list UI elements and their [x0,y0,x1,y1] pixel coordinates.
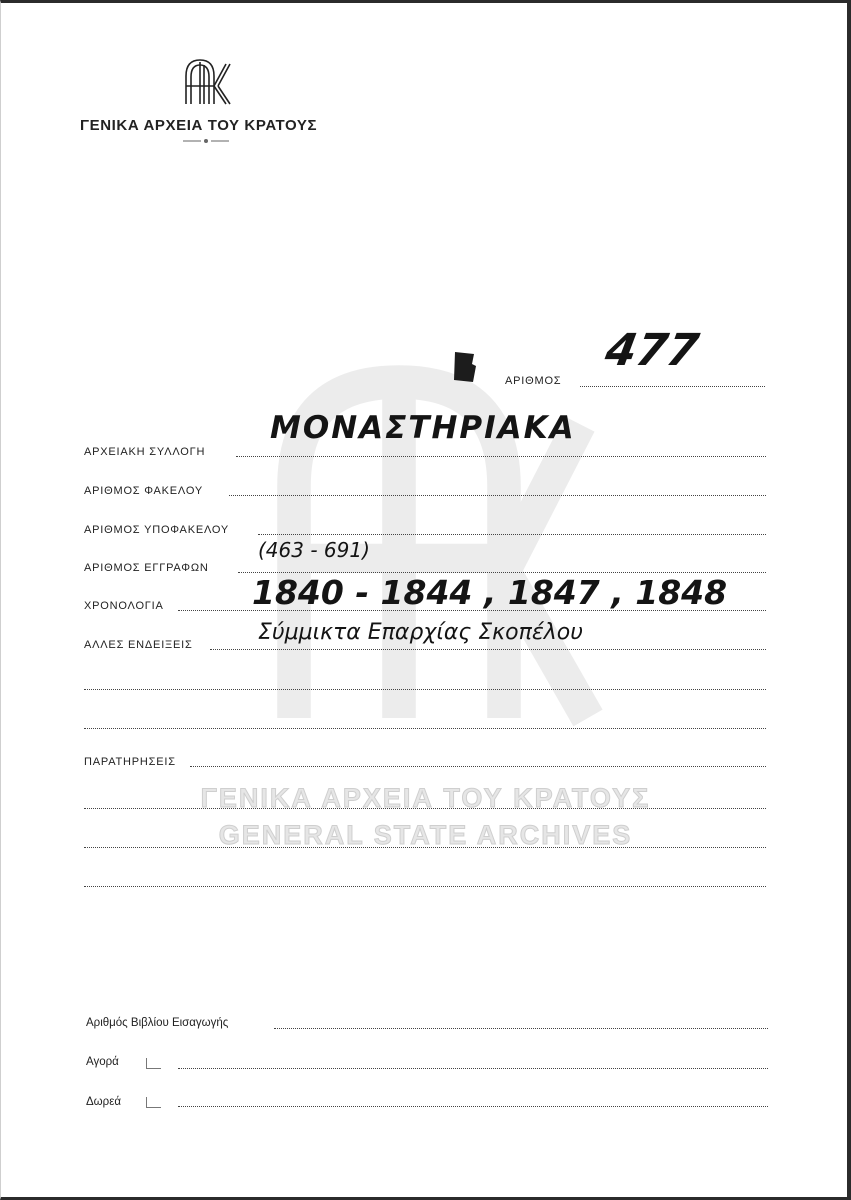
field-value-chronology: 1840 - 1844 , 1847 , 1848 [252,573,728,612]
blank-line [84,728,766,729]
decorative-flourish [183,138,229,144]
ink-stamp-mark [452,350,478,384]
blank-line [84,847,766,848]
field-value-other-indications: Σύμμικτα Επαρχίας Σκοπέλου [258,620,583,645]
archive-name: ΓΕΝΙΚΑ ΑΡΧΕΙΑ ΤΟΥ ΚΡΑΤΟΥΣ [80,117,318,134]
field-label-folder-number: ΑΡΙΘΜΟΣ ΦΑΚΕΛΟΥ [84,485,203,497]
field-label-subfolder-number: ΑΡΙΘΜΟΣ ΥΠΟΦΑΚΕΛΟΥ [84,524,230,536]
donation-label: Δωρεά [86,1096,121,1108]
field-line-folder-number [229,495,766,496]
watermark-text-english: GENERAL STATE ARCHIVES [218,820,633,850]
purchase-label: Αγορά [86,1056,119,1068]
blank-line [84,689,766,690]
watermark-text-greek: ΓΕΝΙΚΑ ΑΡΧΕΙΑ ΤΟΥ ΚΡΑΤΟΥΣ [200,783,651,813]
purchase-checkbox[interactable] [146,1058,161,1069]
field-value-documents-number: (463 - 691) [258,538,370,562]
field-line-remarks [190,766,766,767]
purchase-line [178,1068,768,1069]
ak-monogram-logo-icon [178,56,234,108]
record-number-line [580,386,765,387]
field-value-collection: ΜΟΝΑΣΤΗΡΙΑΚΑ [270,410,576,446]
field-label-collection: ΑΡΧΕΙΑΚΗ ΣΥΛΛΟΓΗ [84,446,206,458]
blank-line [84,808,766,809]
entry-book-line [274,1028,768,1029]
field-label-remarks: ΠΑΡΑΤΗΡΗΣΕΙΣ [84,756,176,768]
donation-line [178,1106,768,1107]
record-number-value: 477 [601,325,703,376]
field-label-other-indications: ΑΛΛΕΣ ΕΝΔΕΙΞΕΙΣ [84,639,193,651]
blank-line [84,886,766,887]
field-label-chronology: ΧΡΟΝΟΛΟΓΙΑ [84,600,164,612]
field-line-other-indications [210,649,766,650]
record-number-label: ΑΡΙΘΜΟΣ [505,375,562,387]
field-line-subfolder-number [258,534,766,535]
field-line-collection [236,456,766,457]
entry-book-label: Αριθμός Βιβλίου Εισαγωγής [86,1017,229,1029]
field-label-documents-number: ΑΡΙΘΜΟΣ ΕΓΓΡΑΦΩΝ [84,562,209,574]
donation-checkbox[interactable] [146,1097,161,1108]
